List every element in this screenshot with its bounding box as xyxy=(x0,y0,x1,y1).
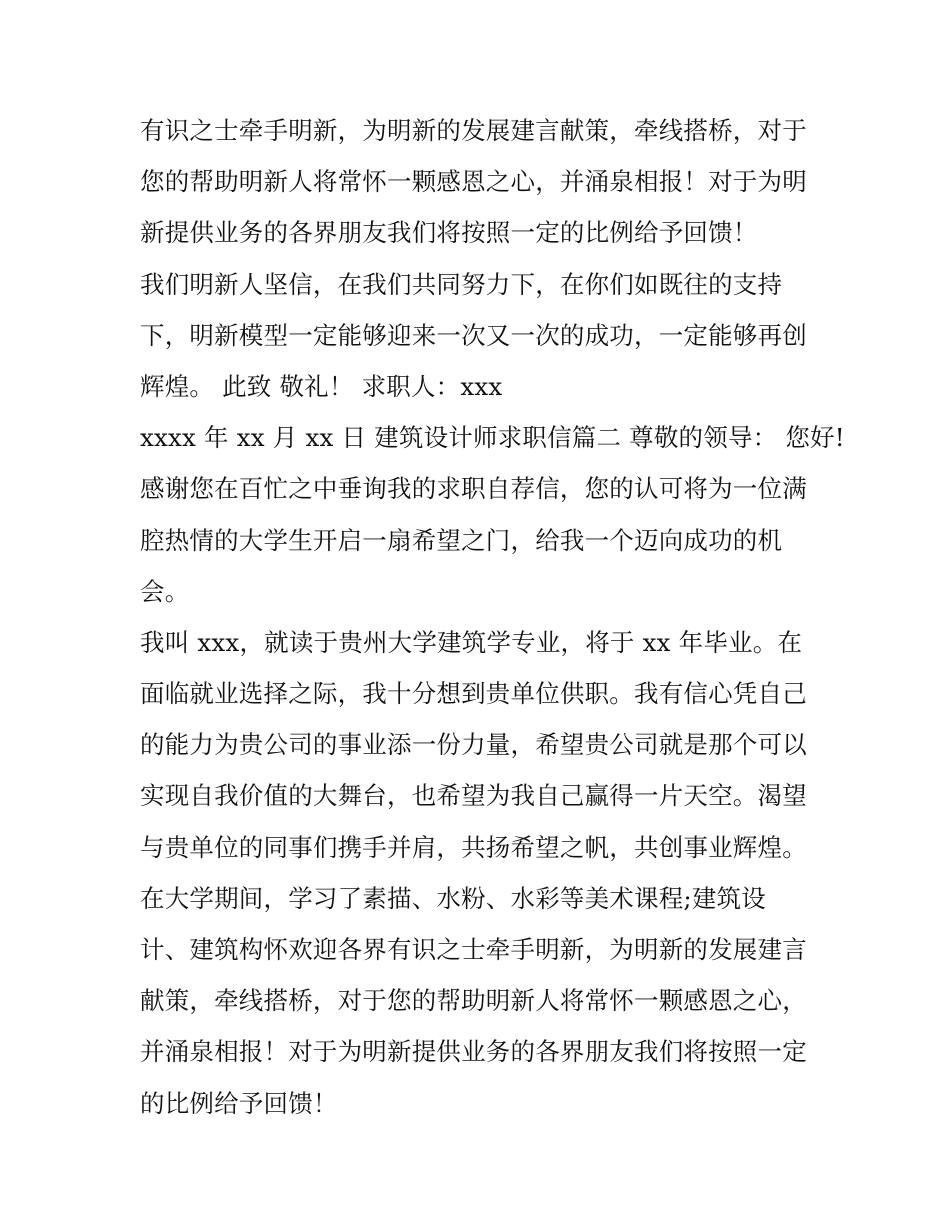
text-line: 的能力为贵公司的事业添一份力量，希望贵公司就是那个可以 xyxy=(140,730,807,760)
text-line: 我们明新人坚信，在我们共同努力下，在你们如既往的支持 xyxy=(140,269,783,299)
text-line: 腔热情的大学生开启一扇希望之门，给我一个迈向成功的机 xyxy=(140,525,783,555)
text-line: 面临就业选择之际，我十分想到贵单位供职。我有信心凭自己 xyxy=(140,679,807,709)
text-line: 并涌泉相报！对于为明新提供业务的各界朋友我们将按照一定 xyxy=(140,1037,807,1067)
text-line: 辉煌。 此致 敬礼！ 求职人：xxx xyxy=(140,371,503,401)
text-line: 新提供业务的各界朋友我们将按照一定的比例给予回馈！ xyxy=(140,218,758,248)
text-line: 您的帮助明新人将常怀一颗感恩之心，并涌泉相报！对于为明 xyxy=(140,167,807,197)
text-line: 我叫 xxx，就读于贵州大学建筑学专业，将于 xx 年毕业。在 xyxy=(140,627,803,657)
text-line: 在大学期间，学习了素描、水粉、水彩等美术课程;建筑设 xyxy=(140,883,766,913)
text-line: 的比例给予回馈！ xyxy=(140,1088,338,1118)
text-line: 实现自我价值的大舞台，也希望为我自己赢得一片天空。渴望 xyxy=(140,781,807,811)
text-line: 计、建筑构怀欢迎各界有识之士牵手明新，为明新的发展建言 xyxy=(140,935,807,964)
text-line: 感谢您在百忙之中垂询我的求职自荐信，您的认可将为一位满 xyxy=(140,474,807,504)
text-line: 与贵单位的同事们携手并肩，共扬希望之帆，共创事业辉煌。 xyxy=(140,832,807,862)
text-line: 下，明新模型一定能够迎来一次又一次的成功，一定能够再创 xyxy=(140,320,807,350)
text-line: 会。 xyxy=(140,576,190,606)
text-line: 献策，牵线搭桥，对于您的帮助明新人将常怀一颗感恩之心， xyxy=(140,986,807,1016)
document-body xyxy=(140,105,845,1129)
text-line: xxxx 年 xx 月 xx 日 建筑设计师求职信篇二 尊敬的领导： 您好! xyxy=(140,423,845,453)
text-line: 有识之士牵手明新，为明新的发展建言献策，牵线搭桥，对于 xyxy=(140,116,807,145)
